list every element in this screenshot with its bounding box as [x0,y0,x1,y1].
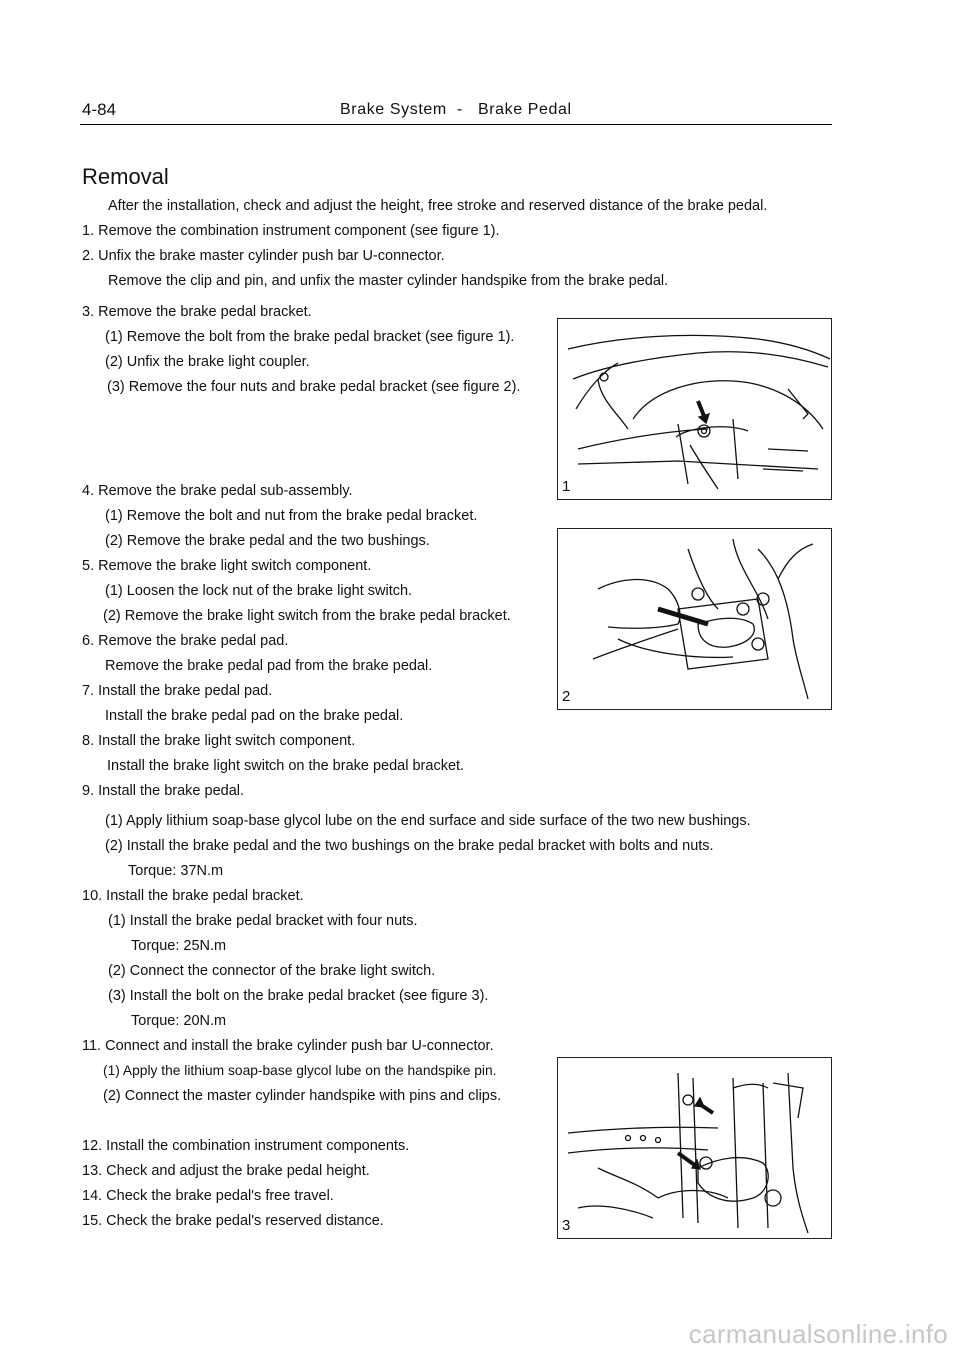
text-line: (3) Remove the four nuts and brake pedal bracket (see figure 2). [107,379,521,395]
page-number: 4-84 [82,100,117,119]
figure-2 [557,528,832,710]
text-line: Install the brake pedal pad on the brake pedal. [105,708,404,724]
header-title: Brake System - Brake Pedal [340,101,572,118]
text-line: 4. Remove the brake pedal sub-assembly. [82,483,353,499]
text-line: 12. Install the combination instrument components. [82,1138,410,1154]
figure-2-label: 2 [562,688,571,705]
text-line: 2. Unfix the brake master cylinder push bar U-connector. [82,248,445,264]
text-line: (3) Install the bolt on the brake pedal bracket (see figure 3). [108,988,489,1004]
text-line: 1. Remove the combination instrument component (see figure 1). [82,223,500,239]
text-line: 13. Check and adjust the brake pedal height. [82,1163,370,1179]
text-line: 10. Install the brake pedal bracket. [82,888,304,904]
text-line: 7. Install the brake pedal pad. [82,683,273,699]
text-line: After the installation, check and adjust the height, free stroke and reserved distance of the brake pedal. [108,198,768,214]
figure-1-label: 1 [562,478,571,495]
figure-2-drawing [558,529,832,710]
text-line: Remove the brake pedal pad from the brake pedal. [105,658,433,674]
figure-1 [557,318,832,500]
text-line: Torque: 20N.m [131,1013,227,1029]
text-line: Torque: 37N.m [128,863,224,879]
text-line: (1) Apply lithium soap-base glycol lube on the end surface and side surface of the two new bushings. [105,813,751,829]
text-line: 15. Check the brake pedal's reserved distance. [82,1213,384,1229]
text-line: 3. Remove the brake pedal bracket. [82,304,312,320]
text-line: 11. Connect and install the brake cylinder push bar U-connector. [82,1038,494,1054]
text-line: (2) Remove the brake pedal and the two bushings. [105,533,430,549]
header-rule [80,124,832,125]
text-line: (2) Install the brake pedal and the two bushings on the brake pedal bracket with bolts and nuts. [105,838,714,854]
text-line: (1) Loosen the lock nut of the brake light switch. [105,583,413,599]
text-line: 14. Check the brake pedal's free travel. [82,1188,334,1204]
text-line: Torque: 25N.m [131,938,227,954]
text-line: (2) Unfix the brake light coupler. [105,354,310,370]
text-line: (1) Install the brake pedal bracket with four nuts. [108,913,418,929]
footer-watermark: carmanualsonline.info [688,1319,948,1349]
text-line: Install the brake light switch on the brake pedal bracket. [107,758,465,774]
text-line: Remove the clip and pin, and unfix the master cylinder handspike from the brake pedal. [108,273,669,289]
figure-3-label: 3 [562,1217,571,1234]
text-line: 8. Install the brake light switch component. [82,733,356,749]
text-line: (2) Connect the connector of the brake light switch. [108,963,436,979]
figure-3-drawing [558,1058,832,1239]
text-line: (1) Remove the bolt from the brake pedal bracket (see figure 1). [105,329,515,345]
section-title: Removal [82,164,169,189]
text-line: (1) Remove the bolt and nut from the brake pedal bracket. [105,508,478,524]
text-line: 6. Remove the brake pedal pad. [82,633,289,649]
text-line: (1) Apply the lithium soap-base glycol lube on the handspike pin. [103,1063,497,1078]
text-line: (2) Connect the master cylinder handspike with pins and clips. [103,1088,502,1104]
text-line: (2) Remove the brake light switch from the brake pedal bracket. [103,608,511,624]
figure-1-drawing [558,319,832,500]
figure-3 [557,1057,832,1239]
text-line: 5. Remove the brake light switch component. [82,558,372,574]
text-line: 9. Install the brake pedal. [82,783,245,799]
